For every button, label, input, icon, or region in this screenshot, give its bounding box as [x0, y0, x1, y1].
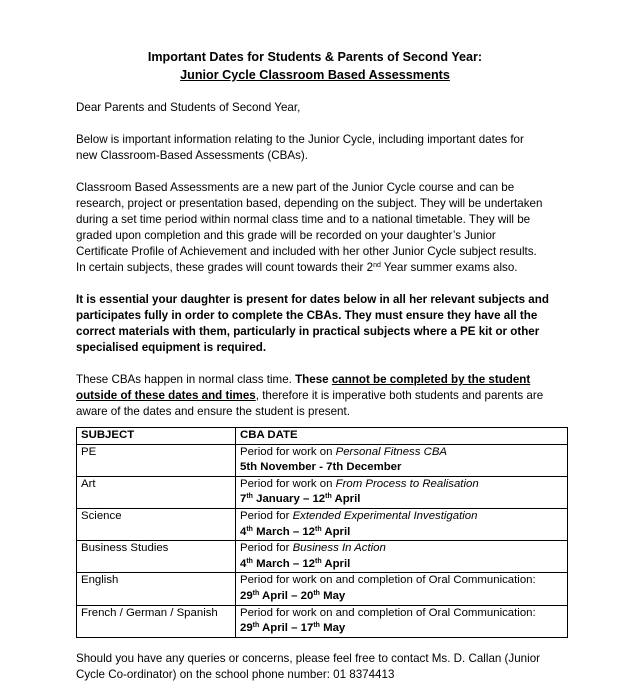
cba-line: research, project or presentation based, depending on the subject. They will be undertaken: [76, 197, 543, 210]
intro-line: Below is important information relating to the Junior Cycle, including important dates for: [76, 133, 524, 146]
cba-line: during a set time period within normal class time and to a national timetable. They will be: [76, 213, 531, 226]
cba-dates-table: [76, 427, 568, 638]
greeting: Dear Parents and Students of Second Year,: [76, 101, 301, 114]
date-cell: Period for Business In Action 4th March – 12th April: [236, 541, 568, 573]
table-header-row: [77, 428, 568, 445]
table-row: [77, 508, 568, 540]
cba-line: Classroom Based Assessments are a new part of the Junior Cycle course and can be: [76, 181, 515, 194]
date-cell: Period for work on and completion of Oral Communication: 29th April – 17th May: [236, 605, 568, 637]
intro-line: new Classroom-Based Assessments (CBAs).: [76, 149, 308, 162]
notice-line: It is essential your daughter is present for dates below in all her relevant subjects and: [76, 293, 549, 306]
header-cba-date: CBA DATE: [236, 428, 568, 445]
cba-line: graded upon completion and this grade will be recorded on your daughter’s Junior: [76, 229, 496, 242]
subject-cell: Science: [77, 508, 236, 540]
subject-cell: Art: [77, 476, 236, 508]
cba-line: In certain subjects, these grades will count towards their 2nd Year summer exams also.: [76, 261, 518, 274]
class-time-line: These CBAs happen in normal class time. These cannot be completed by the student: [76, 373, 531, 386]
subject-cell: French / German / Spanish: [77, 605, 236, 637]
notice-line: specialised equipment is required.: [76, 341, 267, 354]
notice-line: correct materials with them, particularly in practical subjects where a PE kit or other: [76, 325, 540, 338]
table-row: [77, 605, 568, 637]
date-cell: Period for work on From Process to Realisation 7th January – 12th April: [236, 476, 568, 508]
table-row: [77, 541, 568, 573]
header-subject: SUBJECT: [77, 428, 236, 445]
class-time-line: aware of the dates and ensure the student is present.: [76, 405, 350, 418]
subject-cell: Business Studies: [77, 541, 236, 573]
subject-cell: English: [77, 573, 236, 605]
document-title: Important Dates for Students & Parents of Second Year:: [147, 50, 483, 64]
closing-line: Cycle Co-ordinator) on the school phone number: 01 8374413: [76, 668, 395, 681]
notice-line: participates fully in order to complete the CBAs. They must ensure they have all the: [76, 309, 538, 322]
cba-line: Certificate Profile of Achievement and included with her other Junior Cycle subject results.: [76, 245, 537, 258]
table-row: [77, 476, 568, 508]
class-time-line: outside of these dates and times, therefore it is imperative both students and parents are: [76, 389, 544, 402]
date-cell: Period for Extended Experimental Investigation 4th March – 12th April: [236, 508, 568, 540]
date-cell: Period for work on Personal Fitness CBA 5th November - 7th December: [236, 444, 568, 476]
closing-line: Should you have any queries or concerns, please feel free to contact Ms. D. Callan (Junior: [76, 652, 540, 665]
table-row: [77, 573, 568, 605]
date-cell: Period for work on and completion of Oral Communication: 29th April – 20th May: [236, 573, 568, 605]
subject-cell: PE: [77, 444, 236, 476]
table-row: [77, 444, 568, 476]
document-subtitle: Junior Cycle Classroom Based Assessments: [180, 68, 450, 82]
